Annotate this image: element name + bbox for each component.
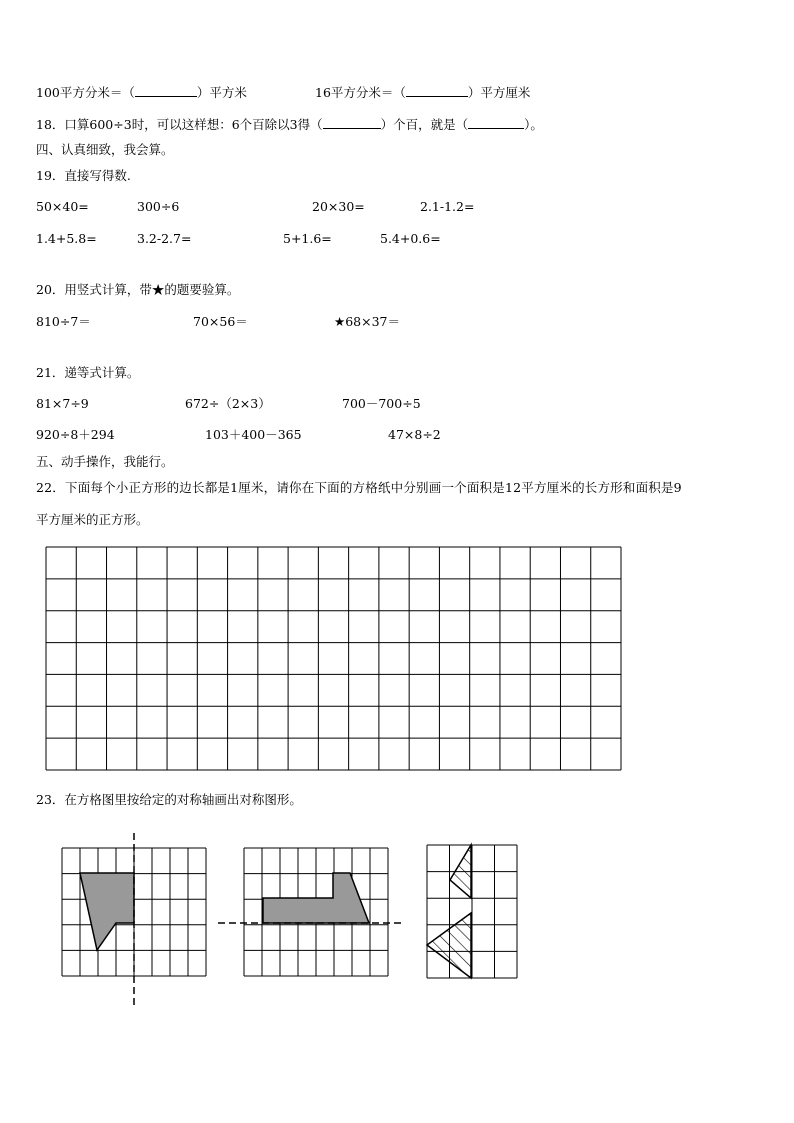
q23-title: 23．在方格图里按给定的对称轴画出对称图形。 [36,792,302,807]
q23-figure-3-grid [427,845,517,978]
q21-row2-item1: 920÷8＋294 [36,427,115,442]
q19-row2-item1: 1.4+5.8= [36,231,97,246]
q21-row2-item3: 47×8÷2 [388,427,441,442]
q20-item3: ★68×37＝ [334,314,400,329]
q17-part1-left: 100平方分米＝（ [36,85,135,100]
q17-part2-left: 16平方分米＝（ [315,85,406,100]
q19-row1-item4: 2.1-1.2= [420,199,475,214]
q21-row1-item1: 81×7÷9 [36,396,89,411]
q21-row2-item2: 103＋400－365 [205,427,302,442]
q17-part1-right: ）平方米 [196,85,247,100]
q19-row2-item4: 5.4+0.6= [380,231,441,246]
q23-figure-1-shape [80,873,134,950]
q19-row1-item3: 20×30= [312,199,365,214]
q23-figure-1[interactable] [62,833,206,1008]
q23-figure-3[interactable] [427,845,517,978]
q18-suffix: ）。 [524,117,543,132]
q17-part2-right: ）平方厘米 [467,85,531,100]
q22-line2: 平方厘米的正方形。 [36,512,149,527]
q18-middle: ）个百，就是（ [380,117,469,132]
q19-row1-item1: 50×40= [36,199,89,214]
q23-figure-2[interactable] [218,848,402,976]
q21-title: 21．递等式计算。 [36,365,140,380]
q21-row1-item2: 672÷（2×3） [185,396,271,411]
section-4-heading: 四、认真细致，我会算。 [36,142,174,157]
q20-item2: 70×56＝ [193,314,248,329]
q19-row1-item2: 300÷6 [137,199,180,214]
q18-prefix: 18．口算600÷3时，可以这样想：6个百除以3得（ [36,117,323,132]
section-5-heading: 五、动手操作，我能行。 [36,454,174,469]
q19-row2-item3: 5+1.6= [283,231,332,246]
q20-title: 20．用竖式计算，带★的题要验算。 [36,282,240,297]
q21-row1-item3: 700－700÷5 [342,396,421,411]
q20-item1: 810÷7＝ [36,314,91,329]
q19-row2-item2: 3.2-2.7= [137,231,192,246]
q19-title: 19．直接写得数. [36,168,131,183]
q22-line1: 22．下面每个小正方形的边长都是1厘米，请你在下面的方格纸中分别画一个面积是12平方厘米的长方形和面积是9 [36,480,682,495]
